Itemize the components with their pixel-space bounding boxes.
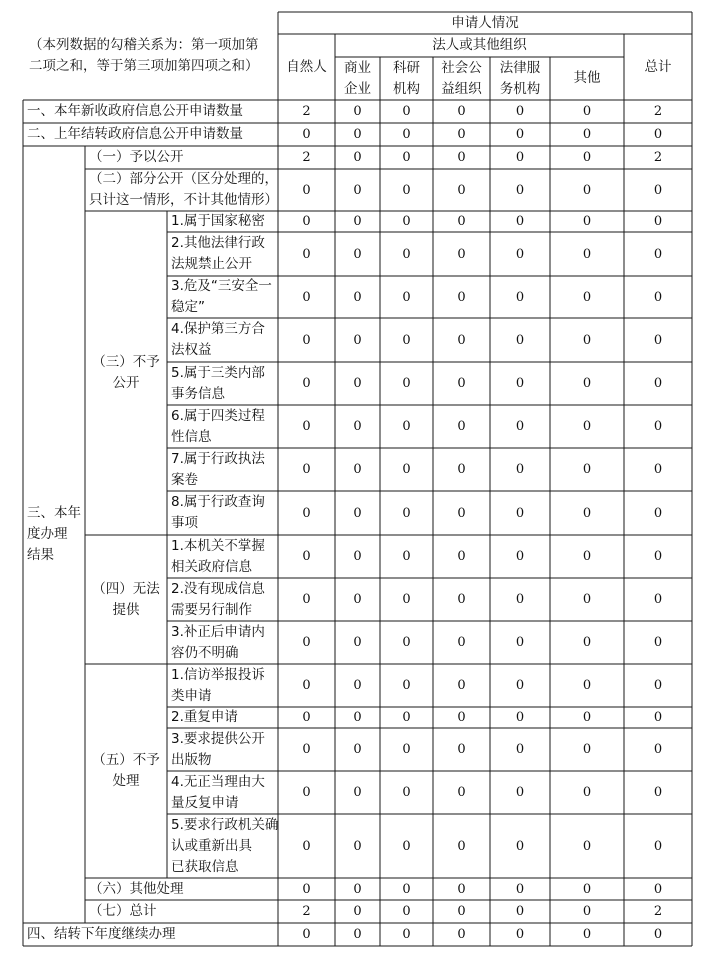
table-cell: 0	[515, 104, 525, 119]
table-cell: 0	[582, 462, 592, 477]
table-cell: 0	[302, 742, 311, 757]
table-cell: 0	[402, 881, 411, 897]
table-cell: 0	[515, 927, 525, 942]
table-cell: 0	[353, 635, 362, 650]
table-cell: 0	[457, 150, 466, 165]
table-cell: 0	[302, 505, 311, 521]
table-cell: 0	[457, 549, 466, 564]
table-cell: 0	[653, 785, 663, 800]
table-cell: 2	[653, 150, 663, 165]
table-cell: 2	[653, 904, 663, 919]
table-cell: 0	[353, 214, 362, 229]
table-cell: 0	[402, 332, 411, 348]
table-cell: 0	[582, 904, 592, 919]
table-cell: 0	[515, 505, 525, 521]
table-cell: 0	[515, 182, 525, 198]
table-cell: 0	[402, 904, 411, 919]
table-cell: 0	[353, 104, 362, 119]
row-label: 2.重复申请	[171, 709, 238, 725]
table-cell: 0	[402, 419, 411, 434]
table-cell: 0	[515, 214, 525, 229]
table-cell: 0	[653, 505, 663, 521]
header-legal-group: 法人或其他组织	[432, 37, 527, 53]
table-cell: 0	[457, 182, 466, 198]
row-label: 1.信访举报投诉 类申请	[171, 666, 265, 704]
table-cell: 0	[582, 838, 592, 854]
table-cell: 0	[402, 592, 411, 607]
table-cell: 0	[457, 505, 466, 521]
table-cell: 0	[353, 127, 362, 142]
section-unable-provide: （四）无法 提供	[92, 580, 160, 618]
table-cell: 0	[353, 678, 362, 693]
table-cell: 0	[402, 150, 411, 165]
header-legal-service: 法律服 务机构	[499, 59, 541, 97]
table-cell: 0	[302, 785, 311, 800]
table-cell: 0	[402, 289, 411, 305]
table-cell: 0	[515, 127, 525, 142]
table-cell: 0	[353, 289, 362, 305]
table-cell: 0	[457, 246, 466, 262]
table-cell: 0	[582, 742, 592, 757]
header-applicant: 申请人情况	[451, 14, 519, 31]
table-cell: 0	[582, 549, 592, 564]
table-cell: 0	[457, 214, 466, 229]
table-cell: 0	[457, 904, 466, 919]
table-cell: 0	[302, 927, 311, 942]
table-cell: 0	[653, 246, 663, 262]
table-cell: 0	[515, 332, 525, 348]
table-cell: 0	[515, 376, 525, 391]
table-cell: 0	[515, 635, 525, 650]
table-cell: 0	[353, 419, 362, 434]
table-cell: 0	[302, 419, 311, 434]
table-cell: 0	[353, 376, 362, 391]
table-cell: 0	[353, 927, 362, 942]
section-not-processed: （五）不予 处理	[92, 752, 160, 789]
table-cell: 0	[457, 104, 466, 119]
table-cell: 0	[582, 881, 592, 897]
table-cell: 0	[653, 332, 663, 348]
table-cell: 0	[457, 838, 466, 854]
table-cell: 0	[582, 150, 592, 165]
row-label: 1.属于国家秘密	[171, 213, 265, 229]
table-cell: 0	[402, 549, 411, 564]
table-cell: 0	[302, 462, 311, 477]
row-label: 7.属于行政执法 案卷	[171, 450, 265, 488]
table-cell: 0	[302, 332, 311, 348]
row-label: 4.无正当理由大 量反复申请	[171, 773, 265, 811]
row-label: （六）其他处理	[89, 880, 184, 897]
table-cell: 0	[515, 549, 525, 564]
table-cell: 0	[653, 127, 663, 142]
table-cell: 0	[582, 127, 592, 142]
table-cell: 0	[457, 462, 466, 477]
row-label: 3.危及“三安全一 稳定”	[171, 278, 272, 315]
table-cell: 0	[457, 635, 466, 650]
table-cell: 0	[653, 182, 663, 198]
table-cell: 0	[515, 289, 525, 305]
row-label: 6.属于四类过程 性信息	[171, 407, 265, 445]
table-cell: 0	[515, 246, 525, 262]
row-label: （七）总计	[89, 903, 157, 919]
table-cell: 0	[582, 927, 592, 942]
table-cell: 0	[653, 881, 663, 897]
table-cell: 0	[653, 838, 663, 854]
table-cell: 0	[582, 182, 592, 198]
table-cell: 0	[402, 678, 411, 693]
table-cell: 0	[515, 881, 525, 897]
table-cell: 0	[515, 785, 525, 800]
table-cell: 0	[457, 710, 466, 725]
table-cell: 0	[457, 332, 466, 348]
table-cell: 0	[402, 376, 411, 391]
table-cell: 0	[402, 785, 411, 800]
table-cell: 0	[582, 505, 592, 521]
table-cell: 0	[353, 332, 362, 348]
header-research: 科研 机构	[393, 59, 420, 97]
table-cell: 0	[302, 182, 311, 198]
table-cell: 0	[653, 289, 663, 305]
table-cell: 0	[353, 742, 362, 757]
row-label: 5.属于三类内部 事务信息	[171, 364, 265, 402]
table-cell: 2	[653, 104, 663, 119]
table-cell: 0	[582, 376, 592, 391]
table-cell: 0	[515, 742, 525, 757]
table-cell: 0	[515, 678, 525, 693]
table-cell: 0	[353, 246, 362, 262]
table-cell: 0	[653, 549, 663, 564]
table-cell: 0	[402, 710, 411, 725]
table-cell: 0	[582, 246, 592, 262]
table-cell: 0	[457, 592, 466, 607]
table-cell: 0	[402, 742, 411, 757]
table-cell: 0	[515, 419, 525, 434]
header-natural-person: 自然人	[286, 58, 327, 75]
header-social: 社会公 益组织	[441, 59, 482, 97]
header-other: 其他	[573, 70, 601, 86]
table-cell: 0	[582, 419, 592, 434]
table-cell: 0	[653, 214, 663, 229]
header-note: （本列数据的勾稽关系为：第一项加第 二项之和，等于第三项加第四项之和）	[29, 37, 259, 74]
table-cell: 2	[302, 904, 311, 919]
table-cell: 0	[653, 376, 663, 391]
section-withhold: （三）不予 公开	[92, 354, 160, 391]
table-cell: 2	[302, 104, 311, 119]
table-cell: 0	[302, 881, 311, 897]
table-cell: 0	[353, 710, 362, 725]
table-cell: 0	[402, 127, 411, 142]
row-label: 8.属于行政查询 事项	[171, 494, 265, 531]
table-cell: 0	[302, 678, 311, 693]
table-cell: 0	[582, 289, 592, 305]
table-cell: 0	[653, 635, 663, 650]
table-cell: 0	[402, 182, 411, 198]
header-commercial: 商业 企业	[344, 59, 371, 97]
table-cell: 0	[515, 462, 525, 477]
row-label: 3.要求提供公开 出版物	[171, 730, 265, 768]
table-cell: 0	[302, 592, 311, 607]
table-cell: 0	[582, 214, 592, 229]
row-label: 四、结转下年度继续办理	[27, 926, 176, 942]
row-label: 4.保护第三方合 法权益	[171, 321, 265, 358]
table-cell: 0	[353, 549, 362, 564]
row-label: 3.补正后申请内 容仍不明确	[171, 623, 265, 661]
table-cell: 0	[457, 376, 466, 391]
table-cell: 0	[653, 419, 663, 434]
table-cell: 0	[582, 635, 592, 650]
table-cell: 0	[457, 678, 466, 693]
table-cell: 0	[302, 214, 311, 229]
table-cell: 0	[353, 592, 362, 607]
section-annual-results: 三、本年 度办理 结果	[27, 505, 81, 563]
table-cell: 0	[353, 505, 362, 521]
table-cell: 0	[402, 246, 411, 262]
table-cell: 0	[402, 505, 411, 521]
table-cell: 0	[582, 678, 592, 693]
table-cell: 0	[457, 419, 466, 434]
table-cell: 0	[653, 678, 663, 693]
table-cell: 0	[515, 904, 525, 919]
row-label: 2.没有现成信息 需要另行制作	[171, 580, 265, 618]
table-cell: 0	[582, 785, 592, 800]
table-cell: 0	[353, 182, 362, 198]
table-cell: 0	[653, 462, 663, 477]
table-cell: 0	[457, 289, 466, 305]
row-label: （二）部分公开（区分处理的， 只计这一情形，不计其他情形）	[89, 171, 278, 208]
table-cell: 0	[457, 742, 466, 757]
table-cell: 0	[457, 127, 466, 142]
table-cell: 0	[353, 150, 362, 165]
table-cell: 0	[653, 592, 663, 607]
table-cell: 0	[653, 742, 663, 757]
table-cell: 0	[353, 838, 362, 854]
table-cell: 0	[302, 710, 311, 725]
table-cell: 0	[582, 592, 592, 607]
header-total: 总计	[644, 58, 672, 75]
table-cell: 0	[302, 246, 311, 262]
table-cell: 0	[402, 838, 411, 854]
table-cell: 0	[302, 635, 311, 650]
table-cell: 0	[353, 462, 362, 477]
table-cell: 0	[653, 927, 663, 942]
row-label: （一）予以公开	[89, 149, 184, 165]
table-cell: 0	[582, 104, 592, 119]
table-cell: 0	[353, 785, 362, 800]
row-label: 一、本年新收政府信息公开申请数量	[27, 103, 243, 119]
table-cell: 0	[457, 785, 466, 800]
table-cell: 0	[402, 214, 411, 229]
table-cell: 0	[457, 881, 466, 897]
table-cell: 0	[302, 376, 311, 391]
table-cell: 0	[582, 332, 592, 348]
table-cell: 0	[353, 904, 362, 919]
table-cell: 0	[302, 549, 311, 564]
table-cell: 0	[515, 592, 525, 607]
table-cell: 0	[653, 710, 663, 725]
row-label: 二、上年结转政府信息公开申请数量	[27, 126, 243, 142]
table-cell: 0	[302, 127, 311, 142]
table-cell: 0	[302, 838, 311, 854]
table-cell: 2	[302, 150, 311, 165]
table-cell: 0	[457, 927, 466, 942]
table-cell: 0	[353, 881, 362, 897]
table-cell: 0	[302, 289, 311, 305]
table-cell: 0	[402, 927, 411, 942]
table-cell: 0	[402, 462, 411, 477]
table-cell: 0	[515, 150, 525, 165]
table-cell: 0	[515, 838, 525, 854]
table-cell: 0	[582, 710, 592, 725]
table-cell: 0	[402, 635, 411, 650]
row-label: 1.本机关不掌握 相关政府信息	[171, 537, 265, 575]
table-cell: 0	[515, 710, 525, 725]
table-cell: 0	[402, 104, 411, 119]
row-label: 2.其他法律行政 法规禁止公开	[171, 235, 265, 272]
row-label: 5.要求行政机关确 认或重新出具 已获取信息	[171, 816, 279, 875]
